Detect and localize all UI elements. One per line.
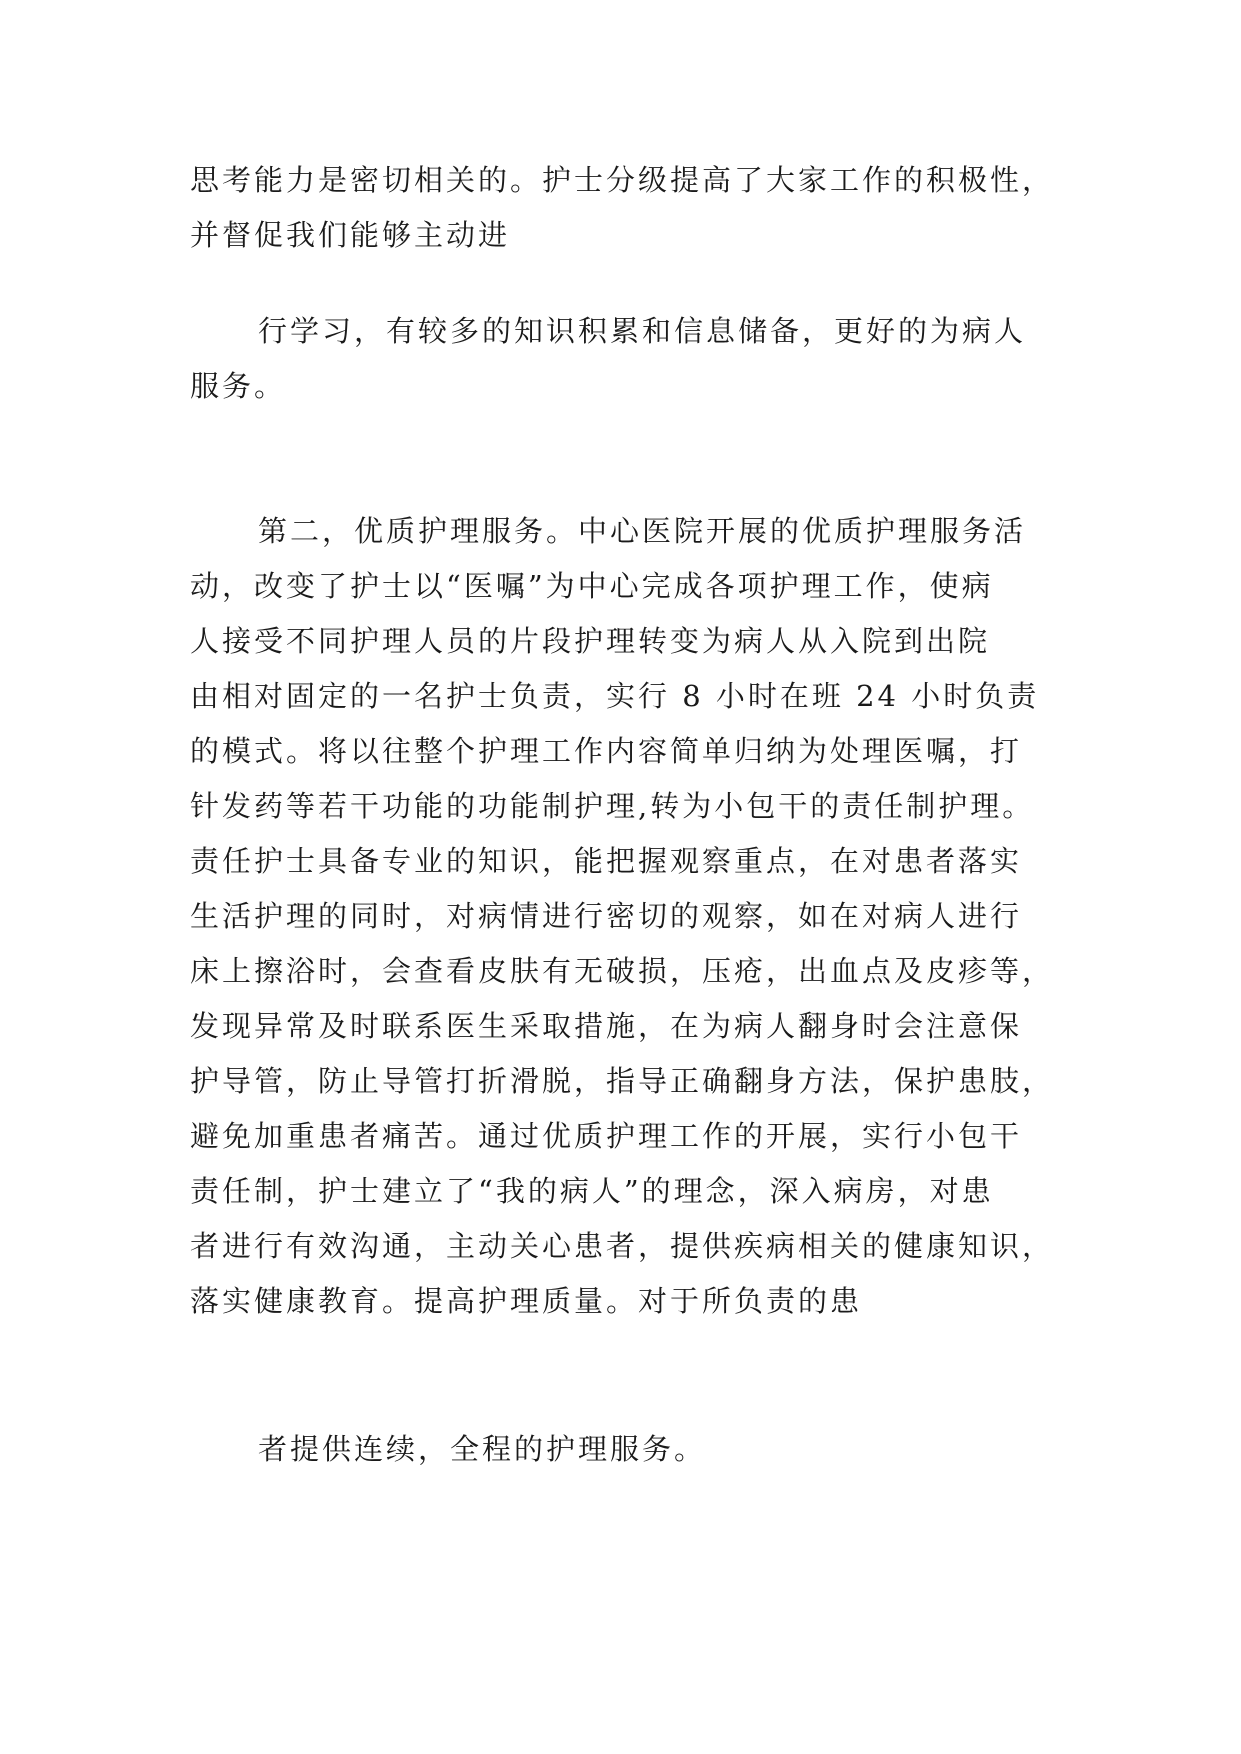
- text-line: 落实健康教育。提高护理质量。对于所负责的患: [190, 1284, 863, 1318]
- text-line: 者提供连续，全程的护理服务。: [258, 1432, 707, 1466]
- paragraph-1: [190, 153, 1055, 263]
- text-line: 并督促我们能够主动进: [190, 218, 511, 252]
- text-line: 思考能力是密切相关的。护士分级提高了大家工作的积极性，: [190, 163, 1055, 197]
- text-line: 的模式。将以往整个护理工作内容简单归纳为处理医嘱，打: [190, 734, 1023, 768]
- paragraph-4: [190, 1422, 1050, 1477]
- text-line: 发现异常及时联系医生采取措施，在为病人翻身时会注意保: [190, 1009, 1023, 1043]
- text-line: 人接受不同护理人员的片段护理转变为病人从入院到出院: [190, 624, 991, 658]
- text-line: 生活护理的同时，对病情进行密切的观察，如在对病人进行: [190, 899, 1023, 933]
- text-line: 服务。: [190, 369, 287, 403]
- text-line: 责任制，护士建立了“我的病人”的理念，深入病房，对患: [190, 1174, 994, 1208]
- text-line: 由相对固定的一名护士负责，实行 8 小时在班 24 小时负责: [190, 679, 1040, 713]
- paragraph-3: [190, 504, 1055, 1329]
- text-line: 避免加重患者痛苦。通过优质护理工作的开展，实行小包干: [190, 1119, 1023, 1153]
- text-line: 第二，优质护理服务。中心医院开展的优质护理服务活: [258, 514, 1027, 548]
- text-line: 者进行有效沟通，主动关心患者，提供疾病相关的健康知识，: [190, 1229, 1055, 1263]
- text-line: 行学习，有较多的知识积累和信息储备，更好的为病人: [258, 314, 1027, 348]
- text-line: 责任护士具备专业的知识，能把握观察重点，在对患者落实: [190, 844, 1023, 878]
- text-line: 床上擦浴时，会查看皮肤有无破损，压疮，出血点及皮疹等，: [190, 954, 1055, 988]
- text-line: 动，改变了护士以“医嘱”为中心完成各项护理工作，使病: [190, 569, 994, 603]
- text-line: 护导管，防止导管打折滑脱，指导正确翻身方法，保护患肢，: [190, 1064, 1055, 1098]
- text-line: 针发药等若干功能的功能制护理,转为小包干的责任制护理。: [190, 789, 1035, 823]
- paragraph-2: [190, 304, 1050, 414]
